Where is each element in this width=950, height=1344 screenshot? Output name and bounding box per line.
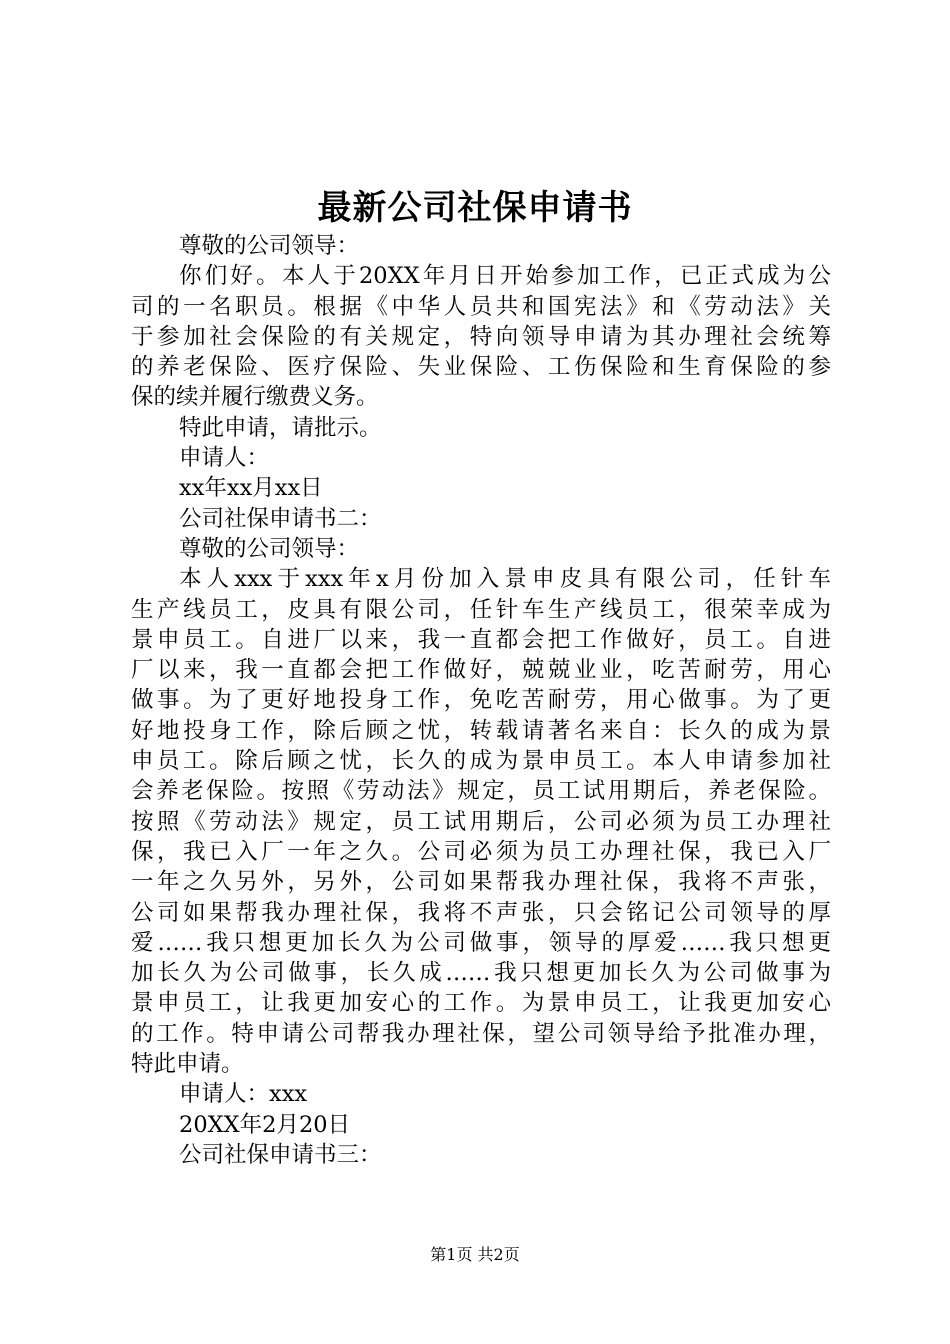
paragraph-line: 本人xxx于xxx年x月份加入景申皮具有限公司，任针车 [179,566,831,593]
date-line: xx年xx月xx日 [179,475,323,502]
date-line: 20XX年2月20日 [179,1111,351,1138]
paragraph-line: 景申员工，让我更加安心的工作。为景申员工，让我更加安心 [131,990,831,1017]
paragraph-line: 做事。为了更好地投身工作，免吃苦耐劳，用心做事。为了更 [131,687,831,714]
paragraph-line: 司的一名职员。根据《中华人员共和国宪法》和《劳动法》关 [131,293,831,320]
paragraph-line: 特此申请。 [131,1051,244,1078]
paragraph-line: 申员工。除后顾之忧，长久的成为景申员工。本人申请参加社 [131,748,831,775]
paragraph-line: 会养老保险。按照《劳动法》规定，员工试用期后，养老保险。 [131,778,831,805]
salutation-line: 尊敬的公司领导： [179,233,360,259]
closing-line: 特此申请，请批示。 [179,414,382,441]
paragraph-line: 加长久为公司做事，长久成……我只想更加长久为公司做事为 [131,960,831,987]
paragraph-line: 的工作。特申请公司帮我办理社保，望公司领导给予批准办理， [131,1020,831,1047]
paragraph-line: 景申员工。自进厂以来，我一直都会把工作做好，员工。自进 [131,626,831,653]
paragraph-line: 于参加社会保险的有关规定，特向领导申请为其办理社会统筹 [131,323,831,350]
section-heading: 公司社保申请书二： [179,505,382,532]
salutation-line: 尊敬的公司领导： [179,535,360,562]
section-heading: 公司社保申请书三： [179,1141,382,1168]
paragraph-line: 保的续并履行缴费义务。 [131,384,379,411]
paragraph-line: 厂以来，我一直都会把工作做好，兢兢业业，吃苦耐劳，用心 [131,657,831,684]
paragraph-line: 生产线员工，皮具有限公司，任针车生产线员工，很荣幸成为 [131,596,831,623]
document-body [131,231,831,1170]
paragraph-line: 一年之久另外，另外，公司如果帮我办理社保，我将不声张， [131,869,831,896]
paragraph-line: 好地投身工作，除后顾之忧，转载请著名来自：长久的成为景 [131,717,831,744]
page-number-footer: 第1页 共2页 [430,1245,520,1264]
applicant-line: 申请人： [179,445,270,472]
paragraph-line: 保，我已入厂一年之久。公司必须为员工办理社保，我已入厂 [131,838,831,865]
applicant-line: 申请人：xxx [179,1081,308,1108]
paragraph-line: 按照《劳动法》规定，员工试用期后，公司必须为员工办理社 [131,808,831,835]
paragraph-line: 爱……我只想更加长久为公司做事，领导的厚爱……我只想更 [131,929,831,956]
paragraph-line: 的养老保险、医疗保险、失业保险、工伤保险和生育保险的参 [131,354,831,381]
document-title: 最新公司社保申请书 [317,188,633,228]
paragraph-line: 你们好。本人于20XX年月日开始参加工作，已正式成为公 [179,263,831,290]
paragraph-line: 公司如果帮我办理社保，我将不声张，只会铭记公司领导的厚 [131,899,831,926]
